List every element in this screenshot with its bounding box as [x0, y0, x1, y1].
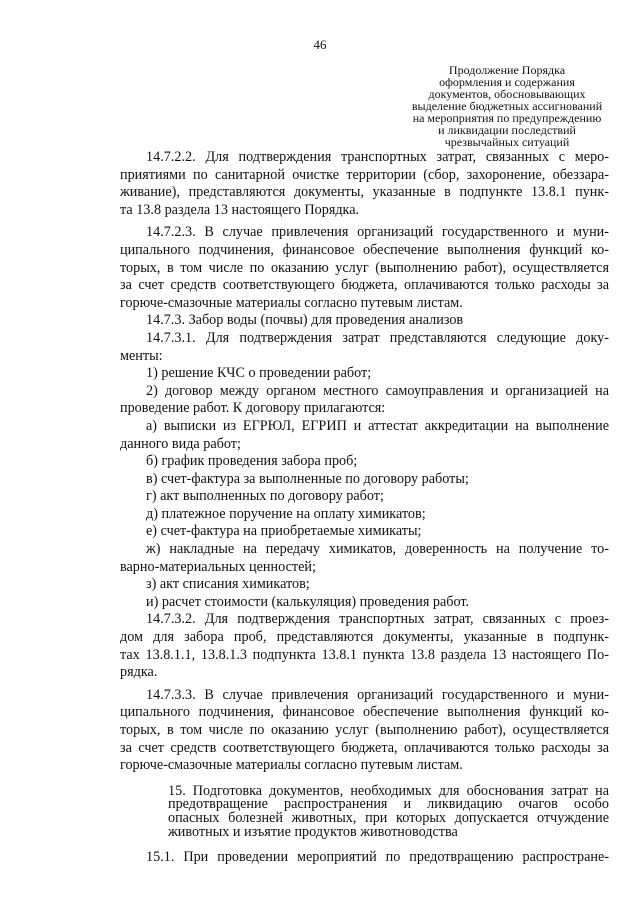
header-note-line: оформления и содержания: [439, 75, 575, 89]
list-item: а) выписки из ЕГРЮЛ, ЕГРИП и аттестат аккредитации на выполнение: [146, 417, 609, 434]
paragraph-line: проведение работ. К договору прилагаются:: [120, 400, 386, 417]
paragraph-line: рядка.: [120, 664, 158, 681]
paragraph-line: за счет средств соответствующего бюджета, оплачиваются только расходы за: [120, 739, 609, 756]
paragraph-line: варно-материальных ценностей;: [120, 558, 316, 575]
paragraph-line: приятиями по санитарной очистке территории (сбор, захоронение, обеззара-: [120, 166, 609, 183]
list-item: з) акт списания химикатов;: [146, 576, 310, 593]
paragraph-line: за счет средств соответствующего бюджета, оплачиваются только расходы за: [120, 277, 609, 294]
list-item: в) счет-фактура за выполненные по договору работы;: [146, 470, 469, 487]
paragraph-line: 14.7.3.2. Для подтверждения транспортных затрат, связанных с проез-: [146, 611, 609, 628]
list-item: е) счет-фактура на приобретаемые химикаты;: [146, 523, 422, 540]
page-number: 46: [313, 37, 327, 52]
paragraph-line: живание), представляются документы, указанные в подпункте 13.8.1 пунк-: [120, 184, 609, 201]
header-note-line: Продолжение Порядка: [448, 63, 566, 77]
paragraph-line: ципального подчинения, финансовое обеспечение выполнения функций ко-: [120, 241, 609, 258]
list-item: 1) решение КЧС о проведении работ;: [146, 365, 372, 382]
paragraph-line: ципального подчинения, финансовое обеспечение выполнения функций ко-: [120, 704, 609, 721]
header-note-line: документов, обосновывающих: [428, 87, 586, 101]
paragraph-line: торых, в том числе по оказанию услуг (выполнению работ), осуществляется: [120, 259, 609, 276]
section-title: [146, 782, 609, 840]
paragraph-line: тах 13.8.1.1, 13.8.1.3 подпункта 13.8.1 пункта 13.8 раздела 13 настоящего По-: [120, 646, 609, 663]
paragraph-line: 14.7.2.3. В случае привлечения организаций государственного и муни-: [146, 224, 609, 241]
list-item: 2) договор между органом местного самоуправления и организацией на: [146, 382, 609, 399]
paragraph-line: торых, в том числе по оказанию услуг (выполнению работ), осуществляется: [120, 722, 609, 738]
header-note: [398, 64, 616, 148]
paragraph-line: та 13.8 раздела 13 настоящего Порядка.: [120, 201, 360, 218]
paragraph-line: 14.7.2.2. Для подтверждения транспортных затрат, связанных с меро-: [146, 149, 609, 165]
list-item: г) акт выполненных по договору работ;: [146, 488, 384, 505]
paragraph-line: горюче-смазочные материалы согласно путевым листам.: [120, 757, 463, 774]
header-note-line: чрезвычайных ситуаций: [444, 135, 570, 149]
paragraph-line: 14.7.3.3. В случае привлечения организаций государственного и муни-: [146, 686, 609, 703]
paragraph-line: данного вида работ;: [120, 435, 241, 452]
paragraph-line: 14.7.3.1. Для подтверждения затрат представляются следующие доку-: [146, 329, 609, 346]
header-note-line: выделение бюджетных ассигнований: [411, 99, 603, 113]
paragraph-line: горюче-смазочные материалы согласно путевым листам.: [120, 294, 463, 311]
list-item: ж) накладные на передачу химикатов, доверенность на получение то-: [146, 541, 609, 558]
paragraph-line: 14.7.3. Забор воды (почвы) для проведения анализов: [146, 312, 464, 329]
header-note-line: и ликвидации последствий: [438, 123, 576, 137]
section-title-line: 15. Подготовка документов, необходимых для обоснования затрат на: [168, 782, 609, 799]
body-text: [120, 149, 609, 867]
paragraph-line: менты:: [120, 347, 163, 364]
header-note-line: на мероприятия по предупреждению: [412, 111, 602, 125]
paragraph-line: 15.1. При проведении мероприятий по предотвращению распростране-: [146, 849, 609, 866]
list-item: д) платежное поручение на оплату химикатов;: [146, 505, 426, 522]
section-title-line: предотвращение распространения и ликвидацию очагов особо: [168, 796, 609, 813]
section-title-line: животных и изъятие продуктов животноводства: [168, 823, 458, 840]
section-title-line: опасных болезней животных, при которых допускается отчуждение: [168, 809, 609, 826]
list-item: б) график проведения забора проб;: [146, 453, 358, 470]
paragraph-line: дом для забора проб, представляются документы, указанные в подпунк-: [120, 629, 609, 646]
list-item: и) расчет стоимости (калькуляция) проведения работ.: [146, 593, 470, 610]
